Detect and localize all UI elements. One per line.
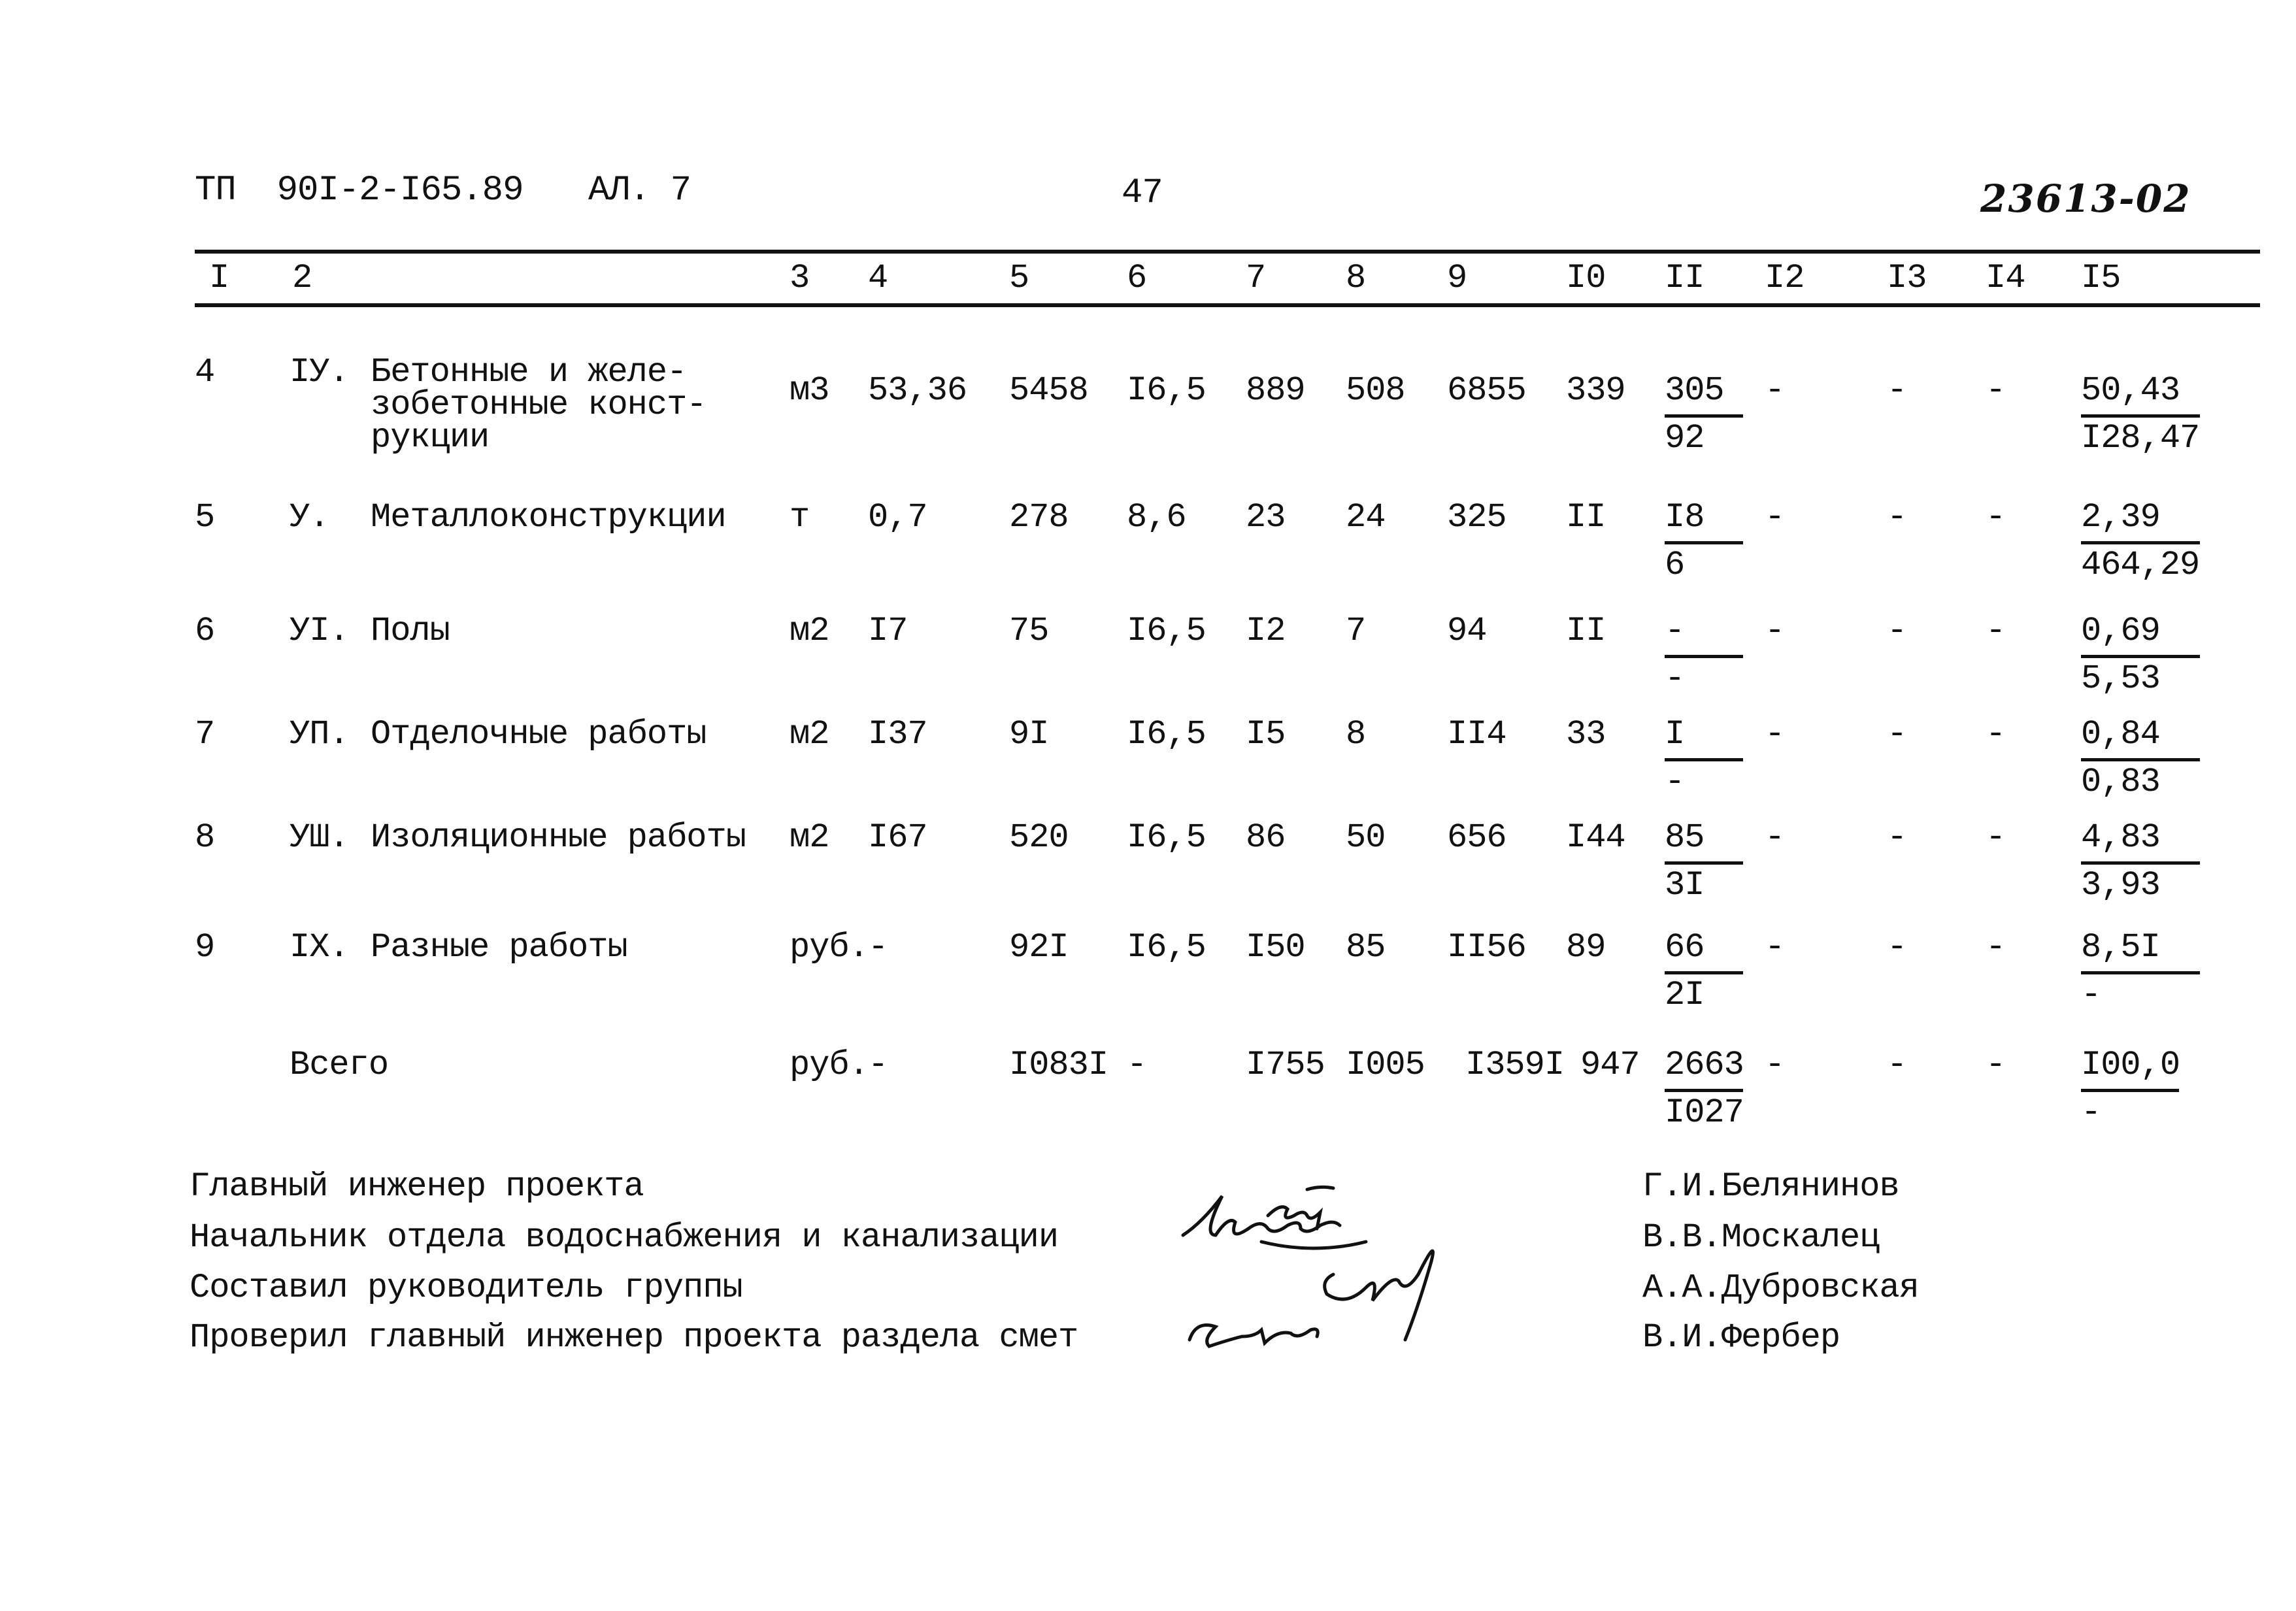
cell-c14: - [1986,1046,2006,1084]
work-name-line: Полы [371,612,450,650]
cell-c9: II56 [1447,928,1526,967]
cell-c6: I6,5 [1127,612,1206,650]
cell-c7: 86 [1246,818,1286,857]
cell-c14: - [1986,612,2006,650]
cell-c5: 75 [1009,612,1049,650]
cell-c5: I083I [1009,1046,1108,1084]
section-number: УШ. [290,818,349,857]
cell-c5: 92I [1009,928,1069,967]
cell-c7: I2 [1246,612,1286,650]
cell-c8: 7 [1346,612,1366,650]
cell-c12: - [1765,818,1785,857]
c11-denominator: 2I [1665,976,1705,1014]
c11-denominator: 3I [1665,866,1705,905]
section-number: IУ. [290,353,349,391]
c15-numerator: I00,0 [2081,1046,2179,1092]
cell-c11-fraction [1665,498,1743,585]
cell-c5: 278 [1009,498,1069,537]
col-header-11: II [1665,259,1705,297]
cell-c7: I755 [1246,1046,1325,1084]
c15-denominator: 3,93 [2081,866,2160,905]
col-header-13: I3 [1887,259,1927,297]
unit: м3 [790,371,829,410]
cell-c15-fraction [2081,715,2200,802]
cell-c8: 24 [1346,498,1386,537]
cell-c13: - [1887,612,1907,650]
signature-role: Составил руководитель группы [190,1269,742,1307]
c11-denominator: I027 [1665,1093,1744,1132]
cell-c14: - [1986,371,2006,410]
cell-c12: - [1765,1046,1785,1084]
cell-c10: 339 [1566,371,1625,410]
cell-c8: I005 [1346,1046,1425,1084]
page-number: 47 [1122,173,1163,213]
cell-c7: I5 [1246,715,1286,754]
signature-role: Проверил главный инженер проекта раздела смет [190,1318,1078,1357]
signatory-name: А.А.Дубровская [1642,1269,1919,1307]
c11-denominator: - [1665,763,1685,801]
cell-c4: 0,7 [868,498,927,537]
cell-c12: - [1765,371,1785,410]
cell-c6: I6,5 [1127,715,1206,754]
work-name-line: Бетонные и желе- [371,353,687,391]
work-name-line: Металлоконструкции [371,498,726,537]
col-header-14: I4 [1986,259,2025,297]
signatory-name: В.В.Москалец [1642,1218,1880,1257]
document-code: ТП 90I-2-I65.89 [195,171,524,210]
cell-c9: I359I [1465,1046,1565,1084]
col-header-7: 7 [1246,259,1266,297]
cell-c15-fraction [2081,371,2200,458]
cell-c13: - [1887,818,1907,857]
unit: м2 [790,612,829,650]
cell-c6: 8,6 [1127,498,1186,537]
cell-c11-fraction [1665,818,1743,905]
cell-c11-fraction [1665,1046,1744,1133]
cell-c11-fraction [1665,715,1743,802]
cell-c4: 53,36 [868,371,967,410]
cell-c10: 33 [1566,715,1606,754]
row-number: 4 [195,353,215,391]
unit: т [790,498,810,537]
row-number: 8 [195,818,215,857]
col-header-9: 9 [1447,259,1467,297]
cell-c15-fraction [2081,612,2200,699]
work-name-line: Изоляционные работы [371,818,746,857]
row-number: 7 [195,715,215,754]
cell-c12: - [1765,715,1785,754]
c11-numerator: 85 [1665,818,1743,865]
cell-c7: 889 [1246,371,1305,410]
cell-c4: - [868,928,888,967]
cell-c9: 6855 [1447,371,1526,410]
cell-c10: 89 [1566,928,1606,967]
cell-c8: 508 [1346,371,1405,410]
cell-c8: 50 [1346,818,1386,857]
unit: руб. [790,928,869,967]
signatory-name: В.И.Фербер [1642,1318,1840,1357]
col-header-15: I5 [2081,259,2121,297]
row-number: 9 [195,928,215,967]
cell-c10: I44 [1566,818,1625,857]
col-header-2: 2 [292,259,312,297]
c15-denominator: - [2081,1093,2101,1132]
col-header-4: 4 [868,259,888,297]
cell-c4: I7 [868,612,908,650]
work-name-line: зобетонные конст- [371,386,707,424]
cell-c5: 520 [1009,818,1069,857]
cell-c13: - [1887,498,1907,537]
handwritten-signatures [1170,1163,1562,1379]
col-header-12: I2 [1765,259,1805,297]
work-name-line: Отделочные работы [371,715,707,754]
c11-denominator: 6 [1665,546,1685,584]
c15-numerator: 0,84 [2081,715,2200,761]
cell-c11-fraction [1665,612,1743,699]
section-number: IX. [290,928,349,967]
cell-c4: I37 [868,715,927,754]
c11-denominator: 92 [1665,419,1705,457]
cell-c7: 23 [1246,498,1286,537]
signature-role: Главный инженер проекта [190,1167,644,1206]
unit: руб. [790,1046,869,1084]
cell-c15-fraction [2081,928,2200,1015]
c11-numerator: I [1665,715,1743,761]
unit: м2 [790,818,829,857]
cell-c6: - [1127,1046,1147,1084]
cell-c15-fraction [2081,1046,2179,1133]
cell-c5: 9I [1009,715,1049,754]
c15-denominator: 5,53 [2081,659,2160,698]
cell-c9: 656 [1447,818,1506,857]
c15-numerator: 8,5I [2081,928,2200,974]
cell-c8: 85 [1346,928,1386,967]
section-number: УI. [290,612,349,650]
col-header-6: 6 [1127,259,1147,297]
c15-denominator: - [2081,976,2101,1014]
col-header-8: 8 [1346,259,1366,297]
cell-c4: - [868,1046,888,1084]
work-name-line: Разные работы [371,928,627,967]
cell-c14: - [1986,928,2006,967]
cell-c12: - [1765,612,1785,650]
c11-numerator: I8 [1665,498,1743,544]
c11-numerator: 305 [1665,371,1743,418]
cell-c6: I6,5 [1127,371,1206,410]
section-number: У. [290,498,329,537]
c11-numerator: 2663 [1665,1046,1743,1092]
cell-c8: 8 [1346,715,1366,754]
section-number: УП. [290,715,349,754]
cell-c12: - [1765,498,1785,537]
cell-c4: I67 [868,818,927,857]
cell-c5: 5458 [1009,371,1088,410]
cell-c11-fraction [1665,371,1743,458]
col-header-10: I0 [1566,259,1606,297]
cell-c10: II [1566,612,1606,650]
c15-denominator: I28,47 [2081,419,2200,457]
c15-numerator: 50,43 [2081,371,2200,418]
c15-numerator: 2,39 [2081,498,2200,544]
c11-numerator: 66 [1665,928,1743,974]
cell-c13: - [1887,1046,1907,1084]
cell-c13: - [1887,371,1907,410]
cell-c15-fraction [2081,818,2200,905]
table-top-rule [195,250,2260,254]
col-header-5: 5 [1009,259,1029,297]
cell-c13: - [1887,928,1907,967]
table-header-rule [195,303,2260,307]
work-name-line: рукции [371,418,490,457]
cell-c10: 947 [1580,1046,1640,1084]
handwritten-stamp: 23613-02 [1980,176,2191,221]
row-number: 6 [195,612,215,650]
cell-c9: 94 [1447,612,1487,650]
cell-c14: - [1986,715,2006,754]
signatory-name: Г.И.Белянинов [1642,1167,1899,1206]
cell-c13: - [1887,715,1907,754]
unit: м2 [790,715,829,754]
c11-denominator: - [1665,659,1685,698]
cell-c12: - [1765,928,1785,967]
c15-numerator: 4,83 [2081,818,2200,865]
c15-numerator: 0,69 [2081,612,2200,658]
c11-numerator: - [1665,612,1743,658]
album-number: АЛ. 7 [588,171,691,210]
c15-denominator: 464,29 [2081,546,2200,584]
cell-c9: 325 [1447,498,1506,537]
cell-c6: I6,5 [1127,818,1206,857]
cell-c14: - [1986,498,2006,537]
cell-c14: - [1986,818,2006,857]
cell-c9: II4 [1447,715,1506,754]
col-header-1: I [209,259,229,297]
col-header-3: 3 [790,259,810,297]
cell-c15-fraction [2081,498,2200,585]
c15-denominator: 0,83 [2081,763,2160,801]
cell-c11-fraction [1665,928,1743,1015]
signature-role: Начальник отдела водоснабжения и канализации [190,1218,1059,1257]
row-number: 5 [195,498,215,537]
cell-c7: I50 [1246,928,1305,967]
total-label: Всего [290,1046,389,1084]
cell-c10: II [1566,498,1606,537]
cell-c6: I6,5 [1127,928,1206,967]
